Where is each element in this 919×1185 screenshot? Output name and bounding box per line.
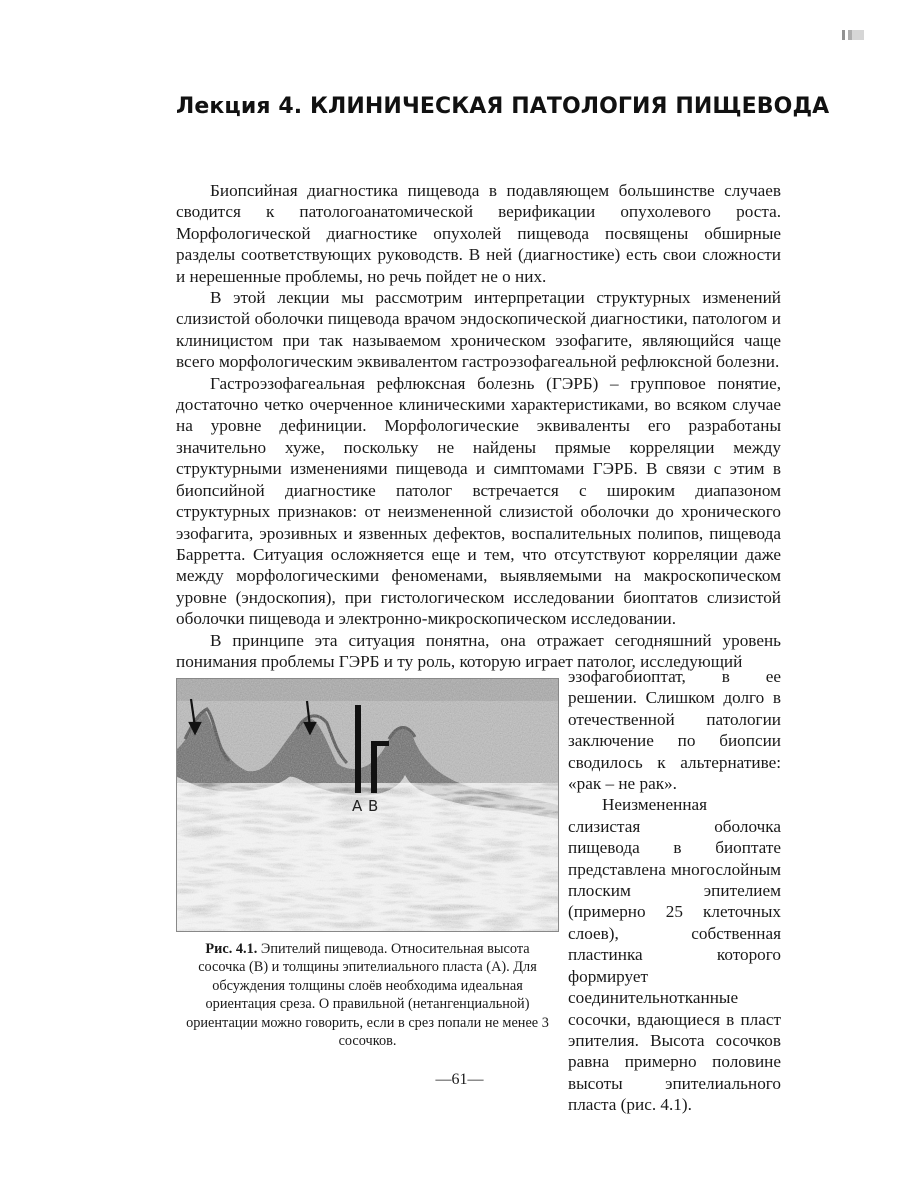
page-title: Лекция 4. КЛИНИЧЕСКАЯ ПАТОЛОГИЯ ПИЩЕВОДА	[176, 94, 830, 119]
paragraph-4: В принципе эта ситуация понятна, она отражает сегодняшний уровень понимания проблемы ГЭРБ и ту роль, которую играет патолог, исследующий	[176, 630, 781, 671]
caption-text: Эпителий пищевода. Относительная высота сосочка (В) и толщины эпителиального пласта (А). Для обсуждения толщины слоёв необходима идеальная ориентация среза. О правильной (нетангенциальной) ориентации можно говорить, если в срез попали не менее 3 сосочков.	[186, 941, 549, 1050]
side-column-text	[568, 666, 781, 1116]
figure-4-1	[176, 678, 559, 1050]
paragraph-1: Биопсийная диагностика пищевода в подавляющем большинстве случаев сводится к патологоанатомической верификации опухолевого роста. Морфологической диагностике опухолей пищевода посвящены обширные разделы соответствующих руководств. В ней (диагностике) есть свои сложности и нерешенные проблемы, но речь пойдет не о них.	[176, 181, 781, 286]
paragraph-2: В этой лекции мы рассмотрим интерпретации структурных изменений слизистой оболочки пищевода врачом эндоскопической диагностики, патологом и клиницистом при так называемом хроническом эзофагите, являющийся чаще всего морфологическим эквивалентом гастроэзофагеальной рефлюксной болезни.	[176, 288, 781, 372]
caption-label: Рис. 4.1.	[205, 941, 258, 957]
label-a: A	[352, 797, 363, 815]
paragraph-3: Гастроэзофагеальная рефлюксная болезнь (ГЭРБ) – групповое понятие, достаточно четко очерченное клиническими характеристиками, во всяком случае на уровне дефиниции. Морфологические эквиваленты его разработаны значительно хуже, поскольку не найдены прямые корреляции между структурными изменениями пищевода и симптомами ГЭРБ. В связи с этим в биопсийной диагностике патолог встречается с широким диапазоном структурных признаков: от неизмененной слизистой оболочки до хронического эзофагита, эрозивных и язвенных дефектов, воспалительных полипов, пищевода Барретта. Ситуация осложняется еще и тем, что отсутствуют корреляции даже между морфологическими феноменами, выявляемыми на макроскопическом уровне (эндоскопия), при гистологическом исследовании биоптатов слизистой оболочки пищевода и электронно-микроскопическом исследовании.	[176, 373, 781, 629]
page-number: —61—	[435, 1071, 484, 1088]
side-paragraph: Неизмененная слизистая оболочка пищевода в биоптате представлена многослойным плоским эпителием (примерно 25 клеточных слоев), собственная пластинка которого формирует соединительнотканные сосочки, вдающиеся в пласт эпителия. Высота сосочков равна примерно половине высоты эпителиального пласта (рис. 4.1).	[568, 795, 781, 1115]
figure-caption	[176, 940, 559, 1050]
side-continuation: эзофагобиоптат, в ее решении. Слишком долго в отечественной патологии заключение по биопсии сводилось к альтернативе: «рак – не рак».	[568, 667, 781, 794]
histology-micrograph	[176, 678, 559, 932]
label-b: B	[368, 797, 379, 815]
scan-corner-mark	[842, 30, 864, 40]
main-text	[176, 180, 781, 672]
